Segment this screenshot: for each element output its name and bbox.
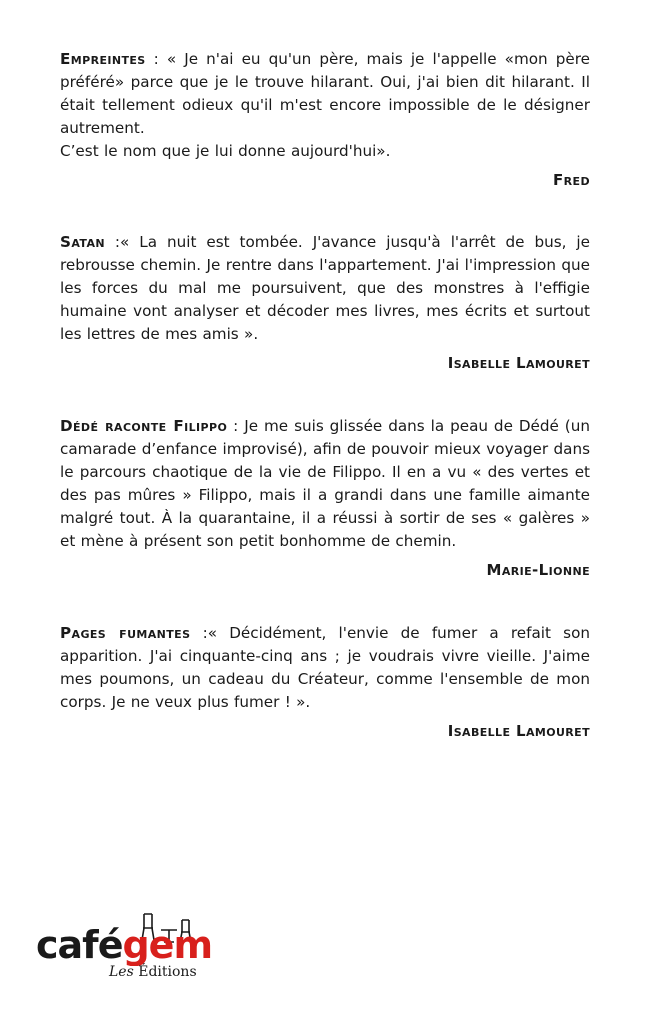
cafegem-wordmark	[36, 906, 216, 966]
logo-word-cafe: café	[36, 923, 123, 966]
entry-author: Isabelle Lamouret	[447, 722, 590, 740]
entry-title: Dédé raconte Filippo	[60, 417, 228, 435]
logo-subtitle	[109, 964, 197, 980]
entry-separator: :	[227, 417, 245, 435]
entry-separator: :	[145, 50, 167, 68]
entry-empreintes	[60, 48, 590, 192]
entry-satan	[60, 231, 590, 375]
entry-paragraph	[60, 622, 590, 714]
entry-title: Empreintes	[60, 50, 146, 68]
entry-author: Marie-Lionne	[486, 561, 590, 579]
entry-text: « Je n'ai eu qu'un père, mais je l'appelle «mon père préféré» parce que je le trouve hilarant. Oui, j'ai bien dit hilarant. Il était tellement odieux qu'il m'est encore impossible de le désigner autrement.	[60, 50, 590, 137]
entry-title: Pages fumantes	[60, 624, 191, 642]
publisher-logo	[36, 906, 216, 996]
entry-text: Je me suis glissée dans la peau de Dédé (un camarade d’enfance improvisé), afin de pouvoir mieux voyager dans le parcours chaotique de la vie de Filippo. Il en a vu « des vertes et des pas mûres » Filippo, mais il a grandi dans une famille aimante malgré tout. À la quarantaine, il a réussi à sortir de ses « galères » et mène à présent son petit bonhomme de chemin.	[60, 417, 590, 550]
svg-text:cafégem	[36, 923, 212, 966]
entry-paragraph	[60, 415, 590, 553]
page-body	[60, 48, 590, 781]
entry-separator: :	[190, 624, 208, 642]
entry-paragraph	[60, 48, 590, 140]
entry-text: « La nuit est tombée. J'avance jusqu'à l'arrêt de bus, je rebrousse chemin. Je rentre dans l'appartement. J'ai l'impression que les forces du mal me poursuivent, que des monstres à l'effigie humaine vont analyser et décoder mes livres, mes écrits et surtout les lettres de mes amis ».	[60, 233, 590, 343]
entry-paragraph-2	[60, 140, 590, 163]
entry-text: « Décidément, l'envie de fumer a refait son apparition. J'ai cinquante-cinq ans ; je voudrais vivre vieille. J'aime mes poumons, un cadeau du Créateur, comme l'ensemble de mon corps. Je ne veux plus fumer ! ».	[60, 624, 590, 711]
entry-title: Satan	[60, 233, 105, 251]
entry-paragraph	[60, 231, 590, 346]
entry-text-2: C’est le nom que je lui donne aujourd'hui».	[60, 142, 391, 160]
logo-word-gem: gem	[122, 923, 213, 966]
entry-pages-fumantes	[60, 622, 590, 743]
logo-subtitle-editions: Éditions	[133, 964, 197, 980]
logo-subtitle-les: Les	[109, 964, 134, 980]
entry-author: Isabelle Lamouret	[447, 354, 590, 372]
entry-separator: :	[104, 233, 121, 251]
entry-dede-raconte-filippo	[60, 415, 590, 582]
entry-author: Fred	[553, 171, 590, 189]
